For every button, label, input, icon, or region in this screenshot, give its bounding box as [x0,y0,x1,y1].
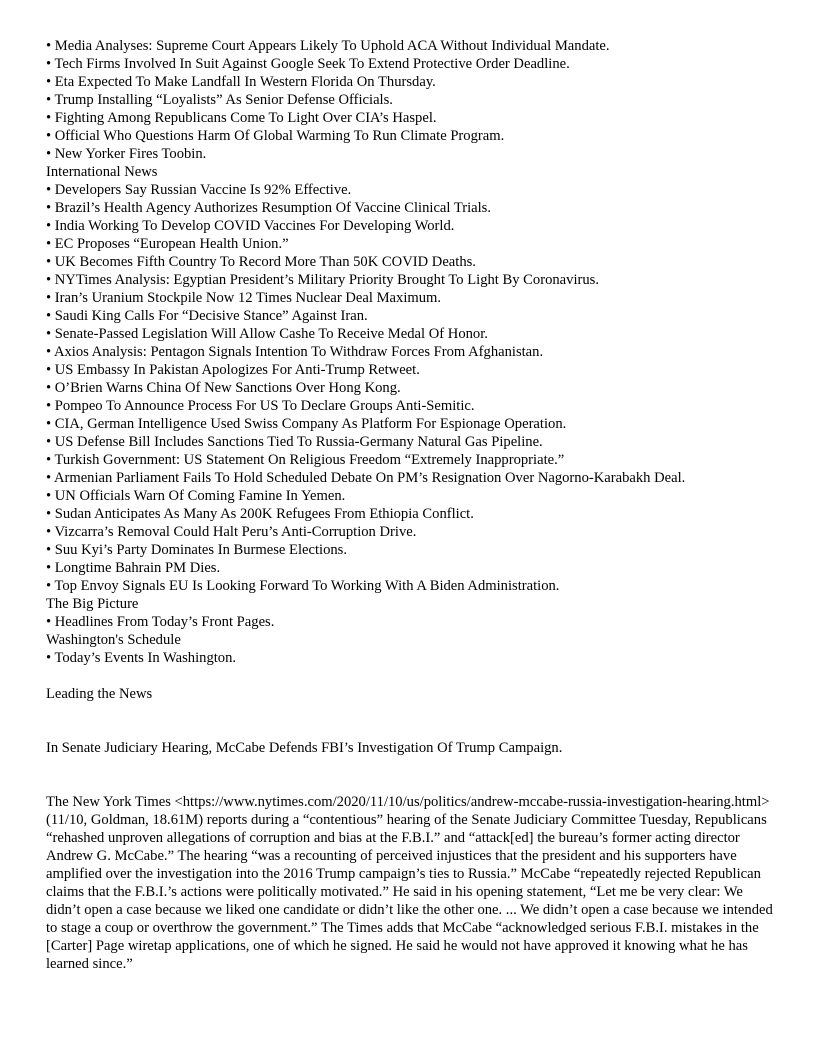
list-item: • Media Analyses: Supreme Court Appears Likely To Uphold ACA Without Individual Mandate. [46,38,610,54]
list-item: • Brazil’s Health Agency Authorizes Resumption Of Vaccine Clinical Trials. [46,200,492,216]
list-item: • Iran’s Uranium Stockpile Now 12 Times Nuclear Deal Maximum. [46,290,442,306]
list-item: • US Embassy In Pakistan Apologizes For Anti-Trump Retweet. [46,362,420,378]
list-item: • O’Brien Warns China Of New Sanctions Over Hong Kong. [46,380,401,396]
list-item: • Suu Kyi’s Party Dominates In Burmese Elections. [46,542,348,558]
document-page [46,37,778,973]
list-item: • US Defense Bill Includes Sanctions Tied To Russia-Germany Natural Gas Pipeline. [46,434,543,450]
list-item: • Senate-Passed Legislation Will Allow Cashe To Receive Medal Of Honor. [46,326,488,342]
list-item: • Armenian Parliament Fails To Hold Scheduled Debate On PM’s Resignation Over Nagorno-Karabakh Deal. [46,470,686,486]
list-item: • UK Becomes Fifth Country To Record More Than 50K COVID Deaths. [46,254,476,270]
list-item: • NYTimes Analysis: Egyptian President’s Military Priority Brought To Light By Coronavirus. [46,272,599,288]
list-item: • EC Proposes “European Health Union.” [46,236,289,252]
list-item: • Eta Expected To Make Landfall In Western Florida On Thursday. [46,74,436,90]
list-item: • Top Envoy Signals EU Is Looking Forward To Working With A Biden Administration. [46,578,560,594]
list-item: • Sudan Anticipates As Many As 200K Refugees From Ethiopia Conflict. [46,506,474,522]
list-item: • New Yorker Fires Toobin. [46,146,207,162]
list-item: • Pompeo To Announce Process For US To Declare Groups Anti-Semitic. [46,398,475,414]
top-items-list [46,37,778,163]
list-item: • Today’s Events In Washington. [46,650,237,666]
list-item: • Axios Analysis: Pentagon Signals Intention To Withdraw Forces From Afghanistan. [46,344,544,360]
list-item: • Fighting Among Republicans Come To Light Over CIA’s Haspel. [46,110,437,126]
section-heading-big-picture: The Big Picture [46,596,139,612]
article-body: The New York Times <https://www.nytimes.com/2020/11/10/us/politics/andrew-mccabe-russia-investigation-hearing.html> (11/10, Goldman, 18.61M) reports during a “contentious” hearing of the Senate Judiciary Committee Tuesday, Republicans “rehashed unproven allegations of corruption and bias at the F.B.I.” and “attack[ed] the bureau’s former acting director Andrew G. McCabe.” The hearing “was a recounting of perceived injustices that the president and his supporters have amplified over the investigation into the 2016 Trump campaign’s ties to Russia.” McCabe “repeatedly rejected Republican claims that the F.B.I.’s actions were politically motivated.” He said in his opening statement, “Let me be very clear: We didn’t open a case because we liked one candidate or didn’t like the other one. ... We didn’t open a case because we intended to stage a coup or overthrow the government.” The Times adds that McCabe “acknowledged serious F.B.I. mistakes in the [Carter] Page wiretap applications, one of which he signed. He said he would not have approved it knowing what he has learned since.” [46,794,773,972]
list-item: • Saudi King Calls For “Decisive Stance” Against Iran. [46,308,368,324]
section-heading-washington: Washington's Schedule [46,632,181,648]
list-item: • Tech Firms Involved In Suit Against Google Seek To Extend Protective Order Deadline. [46,56,570,72]
section-heading-international: International News [46,164,158,180]
section-heading-leading: Leading the News [46,686,153,702]
list-item: • Trump Installing “Loyalists” As Senior Defense Officials. [46,92,393,108]
list-item: • Headlines From Today’s Front Pages. [46,614,275,630]
list-item: • India Working To Develop COVID Vaccines For Developing World. [46,218,455,234]
article-headline: In Senate Judiciary Hearing, McCabe Defends FBI’s Investigation Of Trump Campaign. [46,740,563,756]
list-item: • Developers Say Russian Vaccine Is 92% Effective. [46,182,352,198]
list-item: • Official Who Questions Harm Of Global Warming To Run Climate Program. [46,128,505,144]
list-item: • Longtime Bahrain PM Dies. [46,560,221,576]
international-items-list [46,181,778,595]
list-item: • UN Officials Warn Of Coming Famine In Yemen. [46,488,346,504]
list-item: • Turkish Government: US Statement On Religious Freedom “Extremely Inappropriate.” [46,452,565,468]
list-item: • CIA, German Intelligence Used Swiss Company As Platform For Espionage Operation. [46,416,567,432]
list-item: • Vizcarra’s Removal Could Halt Peru’s Anti-Corruption Drive. [46,524,417,540]
